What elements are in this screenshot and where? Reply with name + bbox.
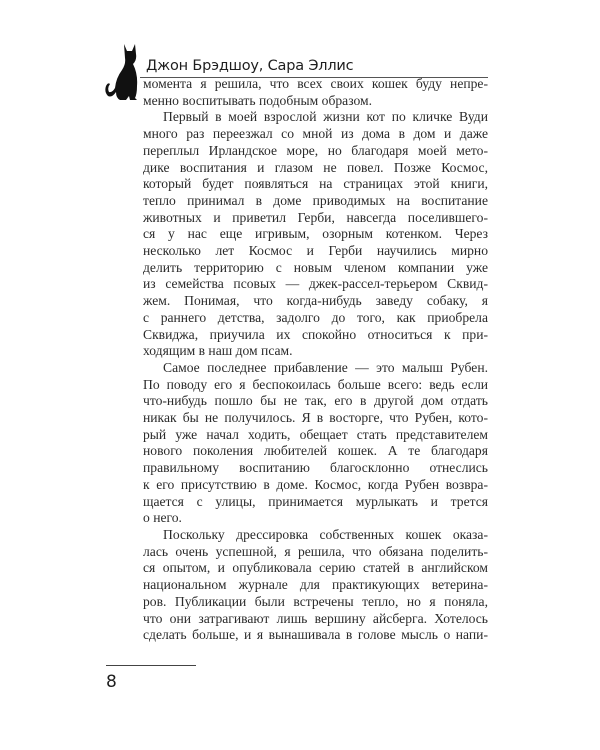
text-line: тепло принимал в доме приводимых на воспитание: [143, 192, 488, 208]
text-line: Первый в моей взрослой жизни кот по кличке Вуди: [163, 109, 488, 125]
text-line: сделать больше, и я вынашивала в голове мысль о напи-: [143, 627, 488, 643]
text-line: переплыл Ирландское море, но благодаря моей мето-: [143, 142, 488, 158]
text-line: лась очень успешной, я решила, что обязана поделить-: [143, 543, 488, 559]
text-line: щается с улицы, принимается мурлыкать и трется: [143, 493, 488, 509]
text-line: который будет появляться на страницах этой книги,: [143, 176, 488, 192]
text-line: дике воспитания и глазом не повел. Позже Космос,: [143, 159, 488, 175]
text-line: ся опытом, и опубликовала серию статей в английском: [143, 560, 488, 576]
text-line: несколько лет Космос и Герби научились мирно: [143, 243, 488, 259]
text-line: жем. Понимая, что когда-нибудь заведу собаку, я: [143, 293, 488, 309]
page-number: 8: [106, 672, 117, 692]
text-line: животных и приветил Герби, навсегда поселившего-: [143, 209, 488, 225]
text-line: много раз переезжал со мной из дома в дом и даже: [143, 126, 488, 142]
text-line: никак бы не получилось. Я в восторге, что Рубен, кото-: [143, 410, 488, 426]
text-line: рый уже начал ходить, обещает стать представителем: [143, 426, 488, 442]
running-head: Джон Брэдшоу, Сара Эллис: [146, 58, 354, 74]
text-line: делить территорию с новым членом компании уже: [143, 259, 488, 275]
text-line: из семейства псовых — джек-рассел-терьером Сквид-: [143, 276, 488, 292]
body-text: [143, 76, 488, 644]
text-line: Сквиджа, приучила их спокойно относиться к при-: [143, 326, 488, 342]
text-line: что они затрагивают лишь вершину айсберга. Хотелось: [143, 610, 488, 626]
text-line: Самое последнее прибавление — это малыш Рубен.: [163, 359, 488, 375]
text-line: что-нибудь пошло бы не так, его в другой дом отдать: [143, 393, 488, 409]
text-line: национальном журнале для практикующих ветерина-: [143, 577, 488, 593]
text-line: Поскольку дрессировка собственных кошек оказа-: [163, 526, 488, 542]
cat-silhouette-icon: [102, 42, 142, 102]
text-line: к его присутствию в доме. Космос, когда Рубен возвра-: [143, 476, 488, 492]
footer-rule: [106, 665, 196, 666]
text-line: менно воспитывать подобным образом.: [143, 92, 373, 108]
text-line: нового поколения любителей кошек. А те благодаря: [143, 443, 488, 459]
text-line: ров. Публикации были встречены тепло, но я поняла,: [143, 593, 488, 609]
text-line: ся у нас еще игривым, озорным котенком. Через: [143, 226, 488, 242]
text-line: ходящим в наш дом псам.: [143, 343, 293, 359]
text-line: с раннего детства, задолго до того, как приобрела: [143, 309, 488, 325]
text-line: о него.: [143, 510, 182, 526]
text-line: правильному воспитанию благосклонно отнеслись: [143, 460, 488, 476]
text-line: момента я решила, что всех своих кошек буду непре-: [143, 76, 488, 91]
text-line: По поводу его я беспокоилась больше всего: ведь если: [143, 376, 488, 392]
